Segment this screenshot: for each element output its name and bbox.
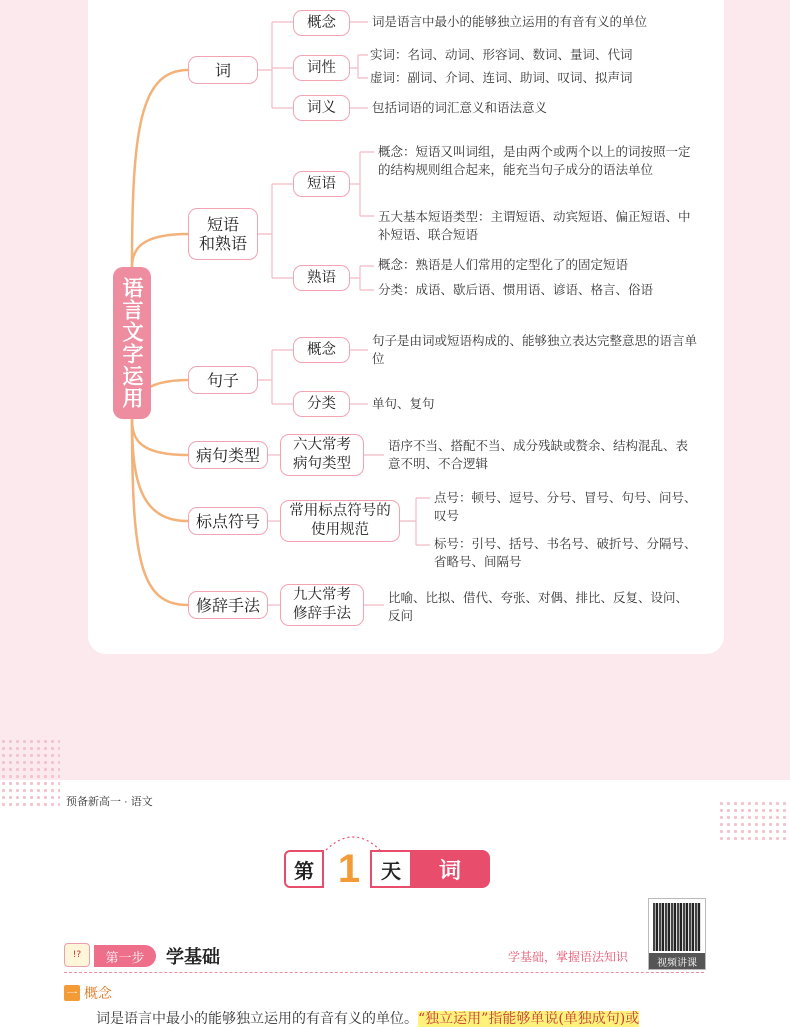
- day-banner: [284, 846, 490, 891]
- word-pos-func: 虚词：副词、介词、连词、助词、叹词、拟声词: [370, 70, 633, 85]
- step-divider: [64, 972, 704, 973]
- qr-label: 视频讲课: [649, 953, 705, 969]
- punct-dot-text: 点号：顿号、逗号、分号、冒号、句号、问号、叹号: [434, 490, 697, 523]
- video-qr-code[interactable]: [648, 898, 706, 970]
- section-badge: 一: [64, 985, 80, 1001]
- sentence-concept-text: 句子是由词或短语构成的、能够独立表达完整意思的语言单位: [372, 333, 698, 366]
- day-suffix: 天: [370, 850, 412, 888]
- running-head: 预备新高一 · 语文: [66, 796, 153, 808]
- section-title: 概念: [84, 986, 112, 1002]
- node-punct-sub: 常用标点符号的 使用规范: [280, 500, 400, 542]
- idiom-concept-text: 概念：熟语是人们常用的定型化了的固定短语: [378, 257, 629, 272]
- day-number: 1: [337, 846, 361, 891]
- sentence-type-text: 单句、复句: [372, 396, 435, 411]
- question-bubble-icon: !?: [64, 943, 90, 967]
- node-faulty-sub: 六大常考 病句类型: [280, 434, 364, 476]
- step-hint: 学基础，掌握语法知识: [508, 950, 629, 964]
- node-word: 词: [188, 56, 258, 84]
- word-concept-text: 词是语言中最小的能够独立运用的有音有义的单位: [372, 14, 648, 29]
- node-phrase-idiom: 熟语: [293, 265, 350, 291]
- idiom-types-text: 分类：成语、歇后语、惯用语、谚语、格言、俗语: [378, 282, 654, 297]
- node-word-pos: 词性: [293, 55, 350, 81]
- mindmap-root: 语言文字运用: [113, 267, 151, 419]
- day-prefix: 第: [284, 850, 324, 888]
- dot-pattern-left: [0, 738, 60, 808]
- node-word-meaning: 词义: [293, 95, 350, 121]
- node-phrase: 短语 和熟语: [188, 208, 258, 260]
- node-word-concept: 概念: [293, 10, 350, 36]
- body-paragraph: [96, 1008, 639, 1028]
- step-pill: 第一步: [94, 945, 156, 967]
- node-punct: 标点符号: [188, 507, 268, 535]
- day-topic: 词: [410, 850, 490, 888]
- phrase-concept-text: 概念：短语又叫词组，是由两个或两个以上的词按照一定的结构规则组合起来，能充当句子成分的语法单位: [378, 144, 691, 177]
- node-rhetoric: 修辞手法: [188, 591, 268, 619]
- node-rhetoric-sub: 九大常考 修辞手法: [280, 584, 364, 626]
- body-highlight: “独立运用”指能够单说(单独成句)或: [418, 1011, 640, 1027]
- punct-mark-text: 标号：引号、括号、书名号、破折号、分隔号、省略号、间隔号: [434, 536, 697, 569]
- word-meaning-text: 包括词语的词汇意义和语法意义: [372, 100, 548, 115]
- node-faulty: 病句类型: [188, 441, 268, 469]
- step-title: 学基础: [166, 947, 220, 967]
- body-lead: 词是语言中最小的能够独立运用的有音有义的单位。: [96, 1011, 418, 1027]
- dot-pattern-right: [718, 800, 790, 840]
- node-sentence-type: 分类: [293, 391, 350, 417]
- node-phrase-phrase: 短语: [293, 171, 350, 197]
- qr-code-icon: [653, 903, 701, 951]
- word-pos-real: 实词：名词、动词、形容词、数词、量词、代词: [370, 47, 633, 62]
- phrase-types-text: 五大基本短语类型：主谓短语、动宾短语、偏正短语、中补短语、联合短语: [378, 209, 691, 242]
- node-sentence: 句子: [188, 366, 258, 394]
- faulty-text: 语序不当、搭配不当、成分残缺或赘余、结构混乱、表意不明、不合逻辑: [388, 438, 689, 471]
- rhetoric-text: 比喻、比拟、借代、夸张、对偶、排比、反复、设问、反问: [388, 590, 689, 623]
- node-sentence-concept: 概念: [293, 337, 350, 363]
